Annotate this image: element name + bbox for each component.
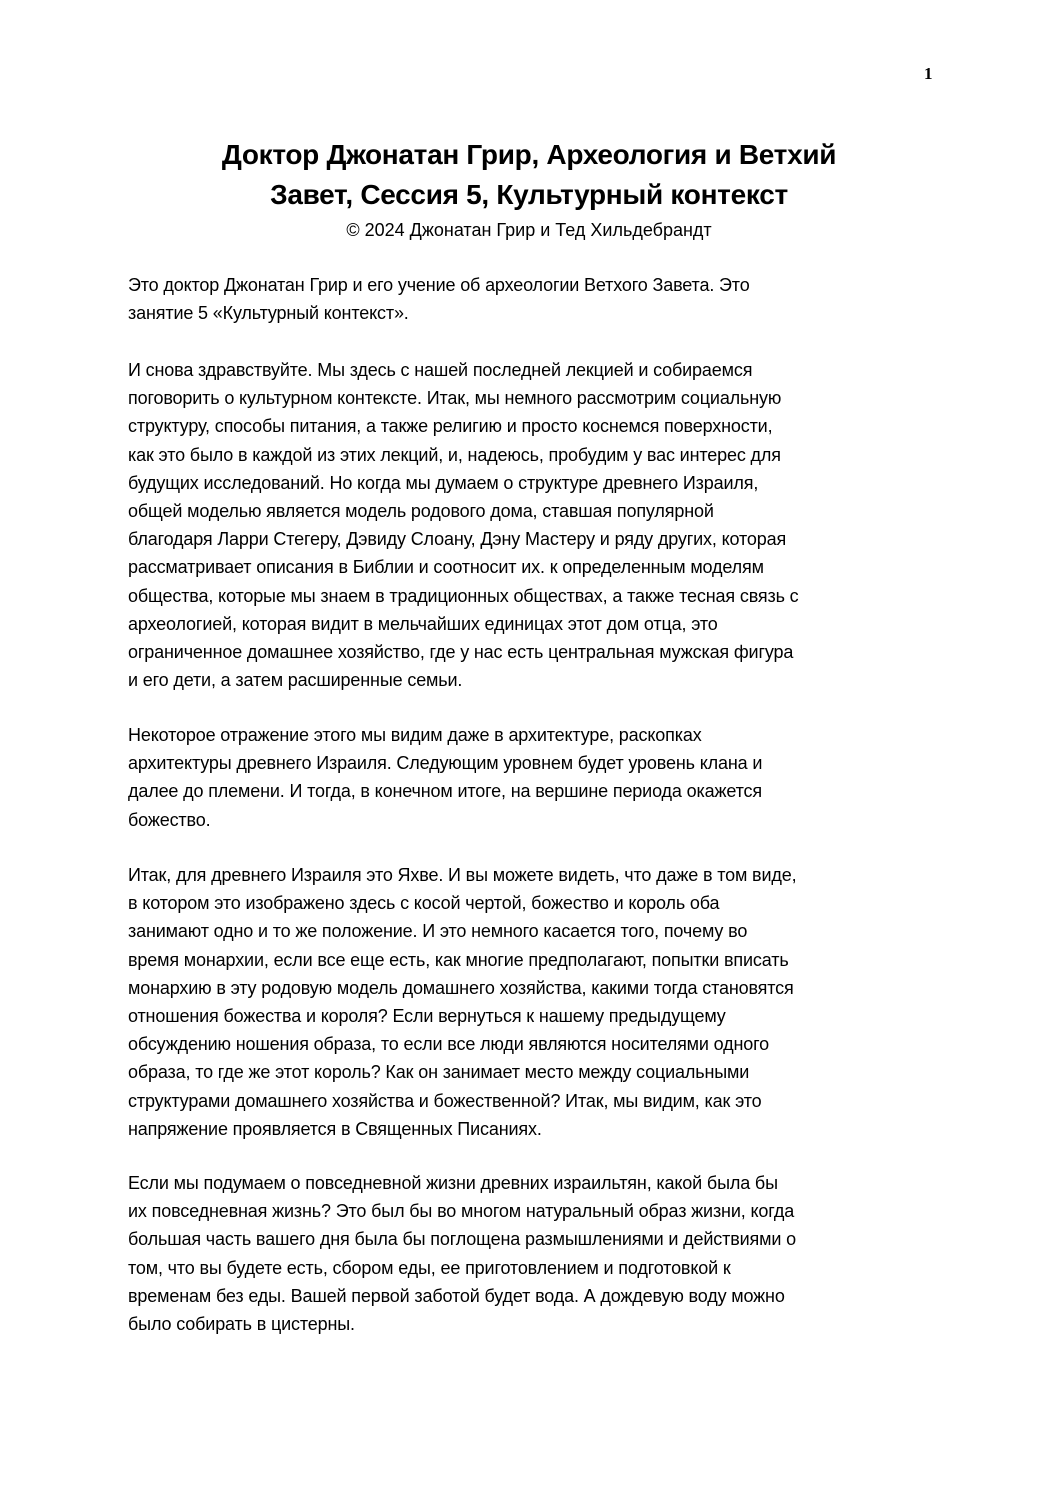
text-line: структуру, способы питания, а также религию и просто коснемся поверхности, (128, 416, 773, 437)
document-title-line-1: Доктор Джонатан Грир, Археология и Ветхий (221, 139, 837, 170)
page-number: 1 (924, 64, 933, 83)
text-line: занимают одно и то же положение. И это немного касается того, почему во (128, 921, 748, 942)
text-line: обсуждению ношения образа, то если все люди являются носителями одного (128, 1034, 770, 1055)
text-line: их повседневная жизнь? Это был бы во многом натуральный образ жизни, когда (128, 1201, 795, 1222)
text-line: как это было в каждой из этих лекций, и, надеюсь, пробудим у вас интерес для (128, 444, 781, 465)
copyright-line: © 2024 Джонатан Грир и Тед Хильдебрандт (346, 220, 712, 240)
text-line: в котором это изображено здесь с косой чертой, божество и король оба (128, 893, 720, 914)
text-line: занятие 5 «Культурный контекст». (128, 303, 409, 324)
text-line: и его дети, а затем расширенные семьи. (128, 670, 463, 691)
text-line: большая часть вашего дня была бы поглощена размышлениями и действиями о (128, 1229, 796, 1250)
text-line: Это доктор Джонатан Грир и его учение об археологии Ветхого Завета. Это (128, 275, 750, 295)
text-line: Итак, для древнего Израиля это Яхве. И вы можете видеть, что даже в том виде, (128, 865, 797, 885)
text-line: благодаря Ларри Стегеру, Дэвиду Слоану, Дэну Мастеру и ряду других, которая (128, 529, 787, 550)
text-line: Некоторое отражение этого мы видим даже в архитектуре, раскопках (128, 725, 702, 745)
paragraph-daily-life (128, 1169, 796, 1338)
text-line: поговорить о культурном контексте. Итак, мы немного рассмотрим социальную (128, 388, 782, 409)
paragraph-social-structure (128, 356, 799, 694)
text-line: структурами домашнего хозяйства и божественной? Итак, мы видим, как это (128, 1090, 762, 1111)
text-line: том, что вы будете есть, сбором еды, ее приготовлением и подготовкой к (128, 1257, 731, 1278)
text-line: архитектуры древнего Израиля. Следующим уровнем будет уровень клана и (128, 753, 763, 774)
paragraph-intro (128, 271, 750, 327)
text-line: Если мы подумаем о повседневной жизни древних израильтян, какой была бы (128, 1173, 778, 1193)
text-line: образа, то где же этот король? Как он занимает место между социальными (128, 1062, 750, 1083)
text-line: рассматривает описания в Библии и соотносит их. к определенным моделям (128, 557, 764, 578)
text-line: археологией, которая видит в мельчайших единицах этот дом отца, это (128, 613, 718, 634)
document-title-line-2: Завет, Сессия 5, Культурный контекст (270, 179, 788, 210)
text-line: далее до племени. И тогда, в конечном итоге, на вершине периода окажется (128, 781, 762, 802)
text-line: было собирать в цистерны. (128, 1314, 355, 1335)
text-line: И снова здравствуйте. Мы здесь с нашей последней лекцией и собираемся (128, 360, 753, 380)
text-line: божество. (128, 809, 211, 830)
text-line: напряжение проявляется в Священных Писаниях. (128, 1118, 542, 1139)
text-line: отношения божества и короля? Если вернуться к нашему предыдущему (128, 1006, 726, 1027)
paragraph-architecture (128, 721, 762, 834)
text-line: общей моделью является модель родового дома, ставшая популярной (128, 501, 714, 522)
text-line: ограниченное домашнее хозяйство, где у нас есть центральная мужская фигура (128, 642, 794, 663)
paragraph-deity-king (128, 861, 796, 1143)
text-line: будущих исследований. Но когда мы думаем о структуре древнего Израиля, (128, 472, 759, 493)
text-line: общества, которые мы знаем в традиционных обществах, а также тесная связь с (128, 585, 799, 606)
text-line: временам без еды. Вашей первой заботой будет вода. А дождевую воду можно (128, 1285, 785, 1306)
text-line: монархию в эту родовую модель домашнего хозяйства, какими тогда становятся (128, 977, 794, 998)
text-line: время монархии, если все еще есть, как многие предполагают, попытки вписать (128, 949, 789, 970)
